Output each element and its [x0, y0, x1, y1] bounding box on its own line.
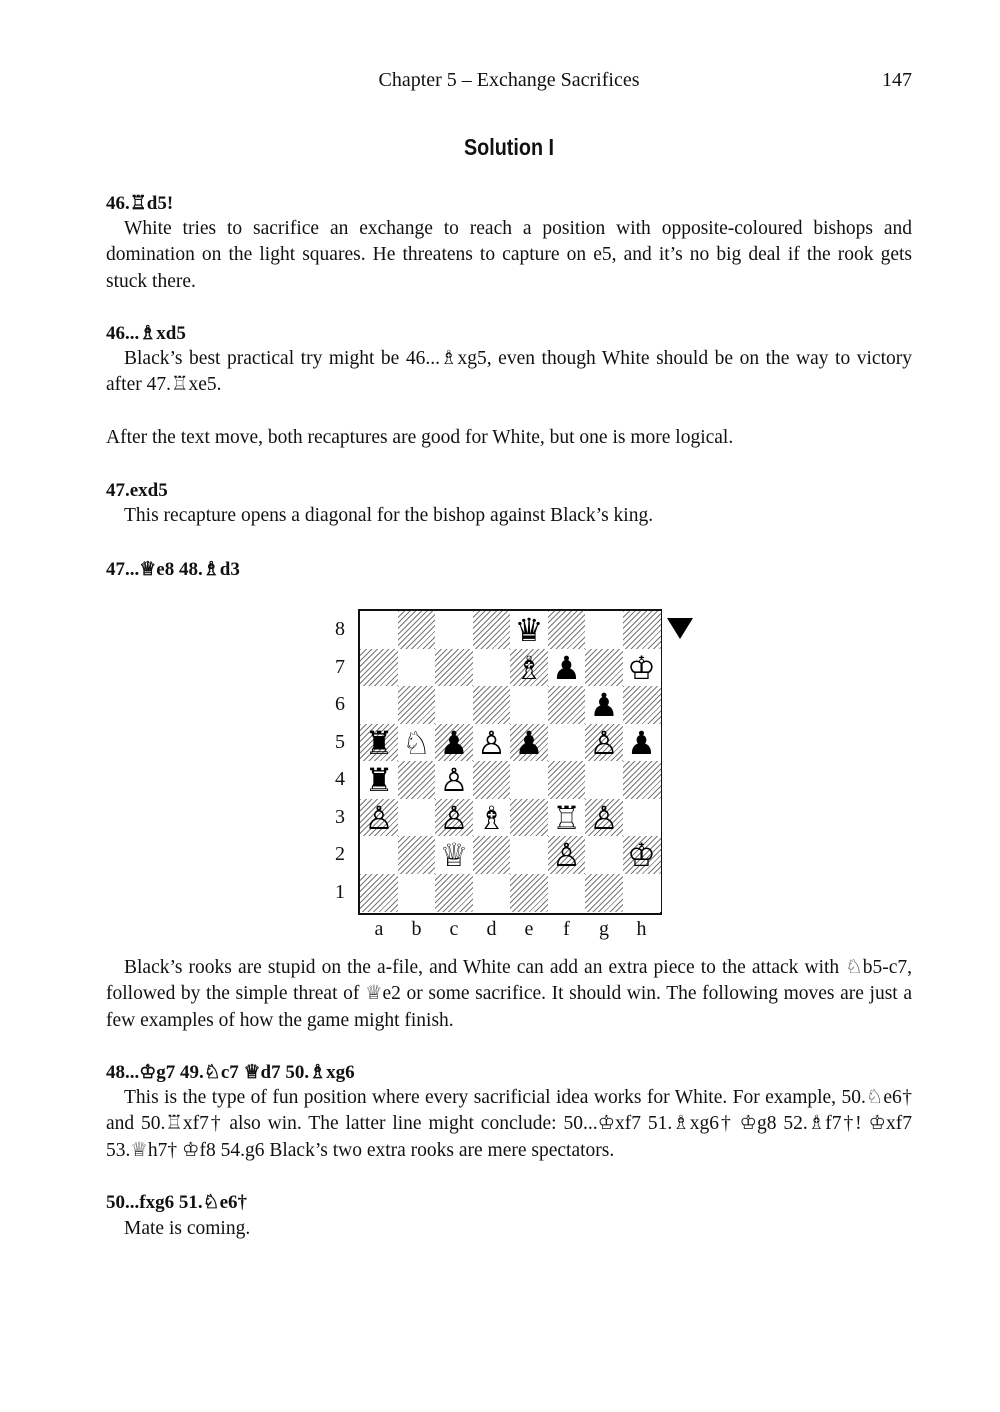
black-to-move-triangle-icon: [667, 618, 693, 639]
square-h1: [623, 874, 661, 912]
square-e4: [510, 761, 548, 799]
black-rook-icon: ♜: [364, 761, 394, 799]
paragraph: This recapture opens a diagonal for the bishop against Black’s king.: [124, 505, 654, 526]
square-c1: [435, 874, 473, 912]
file-label: c: [449, 918, 459, 940]
move-heading: 46.♖d5!: [106, 193, 174, 214]
white-queen-icon: ♕: [439, 836, 469, 874]
black-pawn-icon: ♟: [552, 648, 581, 687]
square-b3: [398, 799, 436, 837]
square-g2: [585, 836, 623, 874]
white-bishop-icon: ♗: [477, 798, 506, 837]
white-pawn-icon: ♙: [589, 798, 619, 837]
black-queen-icon: ♛: [514, 611, 544, 649]
square-b4: [398, 761, 436, 799]
white-pawn-icon: ♙: [364, 798, 394, 837]
square-a7: [360, 649, 398, 687]
file-label: b: [411, 918, 422, 940]
white-bishop-icon: ♗: [514, 648, 544, 687]
move-heading: 47.exd5: [106, 480, 168, 501]
square-b2: [398, 836, 436, 874]
square-d7: [473, 649, 511, 687]
black-rook-icon: ♜: [364, 723, 394, 762]
page-number: 147: [882, 69, 912, 91]
square-e6: [510, 686, 548, 724]
rank-label: 5: [335, 730, 345, 753]
square-e1: [510, 874, 548, 912]
running-header: Chapter 5 – Exchange Sacrifices: [378, 69, 640, 91]
square-e3: [510, 799, 548, 837]
move-heading: 50...fxg6 51.♘e6†: [106, 1192, 248, 1213]
section-title: Solution I: [463, 134, 555, 160]
square-h6: [623, 686, 661, 724]
square-f6: [548, 686, 586, 724]
file-label: a: [374, 918, 384, 940]
white-rook-icon: ♖: [552, 798, 581, 837]
square-d6: [473, 686, 511, 724]
square-b8: [398, 611, 436, 649]
black-pawn-icon: ♟: [439, 723, 469, 762]
square-h8: [623, 611, 661, 649]
square-f1: [548, 874, 586, 912]
square-b7: [398, 649, 436, 687]
file-label: g: [599, 918, 609, 940]
square-b6: [398, 686, 436, 724]
white-king-icon: ♔: [627, 836, 656, 874]
white-pawn-icon: ♙: [477, 723, 506, 762]
square-g1: [585, 874, 623, 912]
file-label: d: [486, 918, 497, 940]
rank-label: 7: [335, 655, 345, 678]
white-pawn-icon: ♙: [589, 723, 619, 762]
white-knight-icon: ♘: [402, 723, 431, 762]
square-g8: [585, 611, 623, 649]
square-f5: [548, 724, 586, 762]
paragraph: Black’s best practical try might be 46...♗xg5, even though White should be on the way to victory after 47.♖xe5.: [106, 348, 912, 396]
rank-label: 8: [335, 618, 345, 640]
black-pawn-icon: ♟: [627, 723, 656, 762]
black-pawn-icon: ♟: [514, 723, 544, 762]
square-d8: [473, 611, 511, 649]
paragraph: White tries to sacrifice an exchange to reach a position with opposite-coloured bishops and domination on the light squares. He threatens to capture on e5, and it’s no big deal if the rook gets stuck there.: [106, 218, 912, 292]
white-king-icon: ♔: [627, 648, 656, 687]
square-d4: [473, 761, 511, 799]
white-pawn-icon: ♙: [439, 761, 469, 799]
square-a1: [360, 874, 398, 912]
square-f8: [548, 611, 586, 649]
move-heading: 47...♕e8 48.♗d3: [106, 559, 240, 580]
paragraph: This is the type of fun position where every sacrificial idea works for White. For example, 50.♘e6† and 50.♖xf7† also win. The latter line might conclude: 50...♔xf7 51.♗xg6† ♔g8 52.♗f7†! ♔xf7 53.♕h7† ♔f8 54.g6 Black’s two extra rooks are mere spectators.: [106, 1087, 912, 1161]
square-a6: [360, 686, 398, 724]
square-c6: [435, 686, 473, 724]
square-e2: [510, 836, 548, 874]
rank-label: 6: [335, 693, 345, 715]
black-pawn-icon: ♟: [589, 686, 619, 724]
paragraph: Black’s rooks are stupid on the a-file, and White can add an extra piece to the attack with ♘b5-c7, followed by the simple threat of ♕e2 or some sacrifice. It should win. The following moves are just a few examples of how the game might finish.: [106, 957, 912, 1031]
square-c7: [435, 649, 473, 687]
rank-label: 3: [335, 805, 345, 828]
square-h4: [623, 761, 661, 799]
square-g4: [585, 761, 623, 799]
square-f4: [548, 761, 586, 799]
square-h3: [623, 799, 661, 837]
white-pawn-icon: ♙: [552, 836, 581, 874]
white-pawn-icon: ♙: [439, 798, 469, 837]
file-label: e: [524, 918, 534, 940]
move-heading: 46...♗xd5: [106, 323, 186, 344]
square-d1: [473, 874, 511, 912]
rank-label: 4: [335, 768, 345, 790]
square-d2: [473, 836, 511, 874]
file-label: f: [563, 918, 570, 940]
move-heading: 48...♔g7 49.♘c7 ♕d7 50.♗xg6: [106, 1062, 355, 1083]
file-label: h: [636, 918, 647, 940]
rank-label: 1: [335, 880, 345, 903]
rank-label: 2: [335, 843, 345, 865]
square-a8: [360, 611, 398, 649]
paragraph: Mate is coming.: [124, 1218, 251, 1239]
paragraph: After the text move, both recaptures are good for White, but one is more logical.: [106, 427, 734, 448]
square-b1: [398, 874, 436, 912]
square-g7: [585, 649, 623, 687]
square-a2: [360, 836, 398, 874]
square-c8: [435, 611, 473, 649]
